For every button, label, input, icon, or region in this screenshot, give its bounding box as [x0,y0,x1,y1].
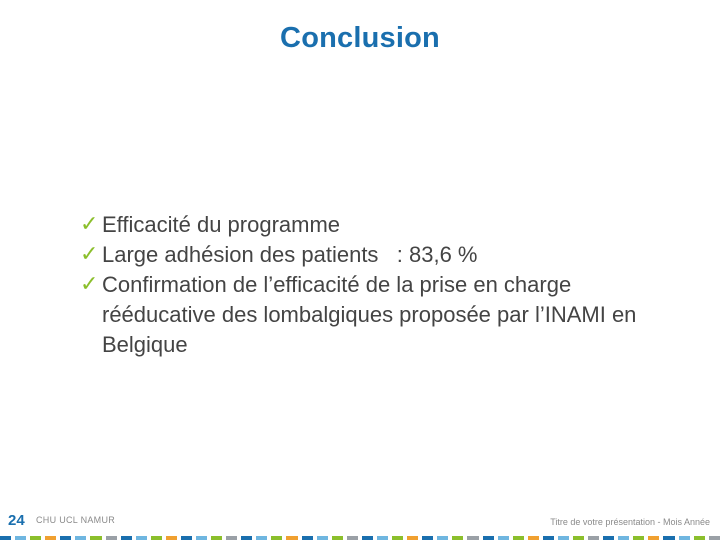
stripe-segment [256,536,267,540]
stripe-segment [603,536,614,540]
stripe-segment [136,536,147,540]
bullet-item [80,210,690,240]
stripe-segment [362,536,373,540]
stripe-segment [302,536,313,540]
stripe-segment [226,536,237,540]
stripe-segment [392,536,403,540]
stripe-segment [0,536,11,540]
stripe-segment [271,536,282,540]
organization-label: CHU UCL NAMUR [36,515,116,525]
stripe-segment [483,536,494,540]
stripe-segment [618,536,629,540]
stripe-segment [75,536,86,540]
footer-color-stripe [0,536,720,540]
presentation-title-footer: Titre de votre présentation - Mois Année [550,517,710,527]
stripe-segment [498,536,509,540]
stripe-segment [60,536,71,540]
stripe-segment [45,536,56,540]
stripe-segment [558,536,569,540]
stripe-segment [679,536,690,540]
stripe-segment [121,536,132,540]
stripe-segment [377,536,388,540]
stripe-segment [30,536,41,540]
stripe-segment [694,536,705,540]
stripe-segment [317,536,328,540]
stripe-segment [347,536,358,540]
stripe-segment [543,536,554,540]
bullet-item [80,270,690,360]
stripe-segment [528,536,539,540]
stripe-segment [437,536,448,540]
stripe-segment [181,536,192,540]
stripe-segment [211,536,222,540]
check-icon: ✓ [80,242,99,267]
stripe-segment [467,536,478,540]
stripe-segment [166,536,177,540]
stripe-segment [648,536,659,540]
bullet-item [80,240,690,270]
stripe-segment [286,536,297,540]
stripe-segment [241,536,252,540]
check-icon: ✓ [80,272,99,297]
stripe-segment [573,536,584,540]
stripe-segment [407,536,418,540]
slide-title: Conclusion [280,22,440,54]
stripe-segment [90,536,101,540]
stripe-segment [106,536,117,540]
bullet-list [80,210,690,360]
stripe-segment [709,536,720,540]
stripe-segment [332,536,343,540]
stripe-segment [663,536,674,540]
stripe-segment [513,536,524,540]
bullet-text: Efficacité du programme [102,212,341,237]
stripe-segment [633,536,644,540]
stripe-segment [196,536,207,540]
bullet-text: Confirmation de l’efficacité de la prise en charge rééducative des lombalgiques proposée par l’INAMI en Belgique [102,272,637,357]
page-number: 24 [8,512,25,529]
stripe-segment [151,536,162,540]
check-icon: ✓ [80,212,99,237]
stripe-segment [452,536,463,540]
stripe-segment [588,536,599,540]
stripe-segment [422,536,433,540]
stripe-segment [15,536,26,540]
bullet-text: Large adhésion des patients : 83,6 % [102,242,478,267]
